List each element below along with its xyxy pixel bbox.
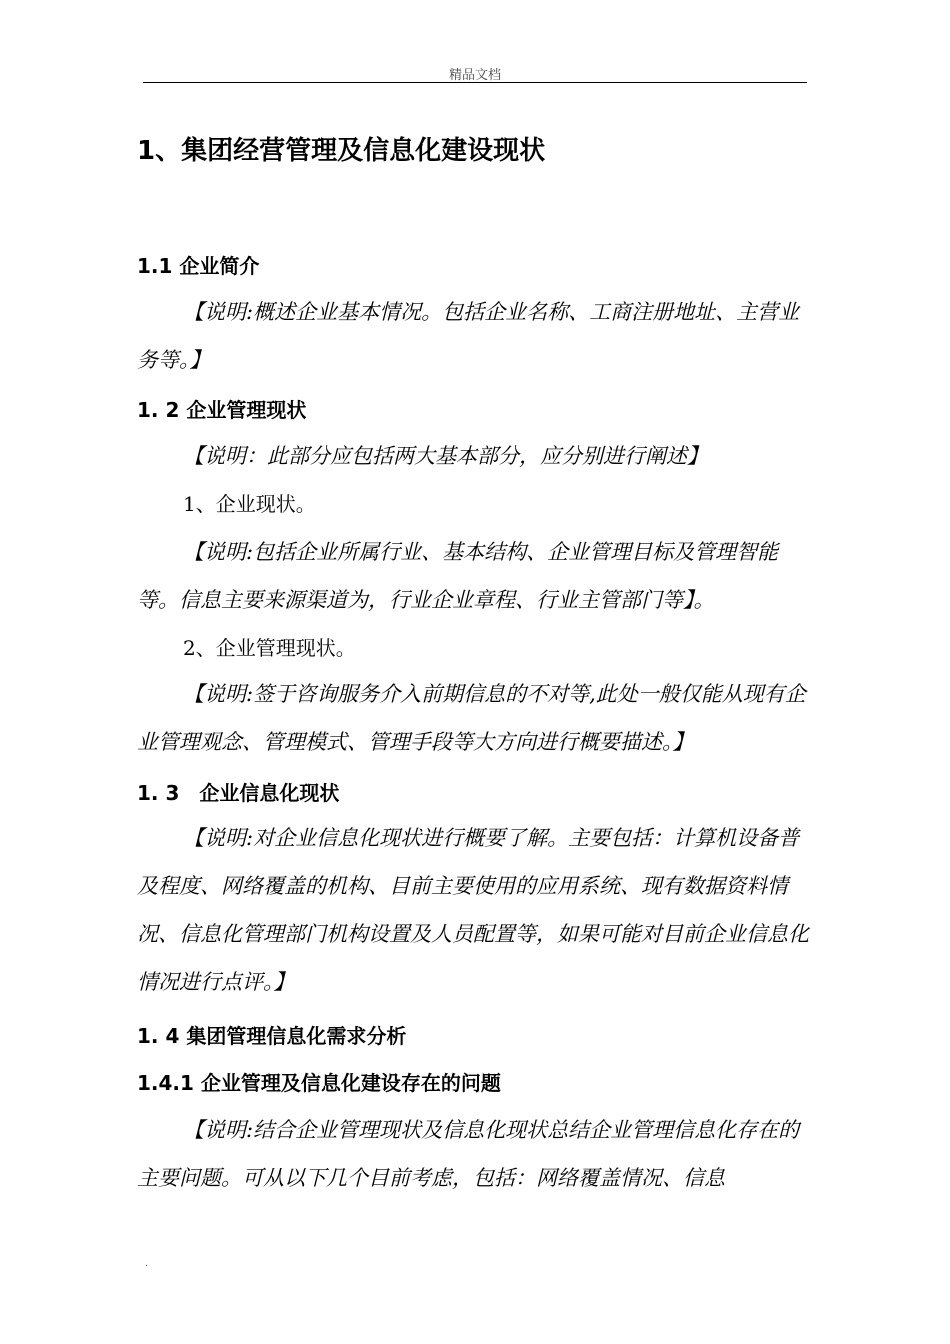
note-text: 【说明：此部分应包括两大基本部分，应分别进行阐述】: [183, 444, 708, 468]
section-heading-1-1: 1.1 企业简介: [137, 254, 260, 278]
section-heading-1-3: 1. 3 企业信息化现状: [137, 781, 340, 805]
note-text: 【说明:签于咨询服务介入前期信息的不对等,此处一般仅能从现有企业管理观念、管理模式、管理手段等大方向进行概要描述。】: [137, 682, 806, 754]
section-heading-1-4-1: 1.4.1 企业管理及信息化建设存在的问题: [137, 1071, 501, 1095]
note-text: 【说明:包括企业所属行业、基本结构、企业管理目标及管理智能等。信息主要来源渠道为，行业企业章程、行业主管部门等】。: [137, 540, 779, 612]
list-item-2: 2、企业管理现状。: [183, 636, 356, 660]
section-note-1-3: [137, 814, 817, 1006]
header-rule: [143, 82, 807, 83]
section-heading-1-2: 1. 2 企业管理现状: [137, 398, 307, 422]
note-text: 【说明:对企业信息化现状进行概要了解。主要包括：计算机设备普及程度、网络覆盖的机构、目前主要使用的应用系统、现有数据资料情况、信息化管理部门机构设置及人员配置等，如果可能对目前企业信息化情况进行点评。】: [137, 826, 809, 994]
section-heading-1-4: 1. 4 集团管理信息化需求分析: [137, 1024, 407, 1048]
page-header: 精品文档: [448, 68, 501, 83]
list-item-2-note: [137, 670, 817, 766]
note-text: 【说明:结合企业管理现状及信息化现状总结企业管理信息化存在的主要问题。可从以下几个目前考虑，包括：网络覆盖情况、信息: [137, 1118, 800, 1190]
section-note-1-1: [137, 288, 817, 384]
document-title: 1、集团经营管理及信息化建设现状: [137, 136, 546, 166]
list-item-1: 1、企业现状。: [183, 492, 316, 516]
list-item-1-note: [137, 528, 817, 624]
note-text: 【说明:概述企业基本情况。包括企业名称、工商注册地址、主营业务等。】: [137, 300, 800, 372]
section-note-1-4-1: [137, 1106, 817, 1202]
footer-mark: .: [145, 1258, 149, 1269]
section-note-1-2: [137, 432, 817, 480]
